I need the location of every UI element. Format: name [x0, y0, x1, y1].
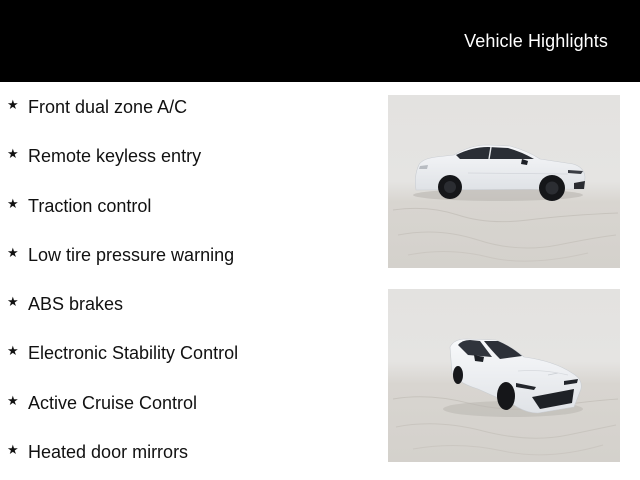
star-icon: ★ [7, 147, 19, 163]
feature-label: Electronic Stability Control [28, 343, 239, 364]
star-icon: ★ [7, 393, 19, 409]
star-icon: ★ [7, 196, 19, 212]
feature-label: Front dual zone A/C [28, 97, 188, 117]
star-icon: ★ [7, 245, 19, 261]
feature-label: Remote keyless entry [28, 146, 202, 167]
vehicle-photo-side [388, 95, 620, 268]
feature-label: ABS brakes [28, 294, 124, 315]
page-title: Vehicle Highlights [464, 31, 608, 51]
vehicle-photo-front [388, 289, 620, 462]
car-front-illustration [388, 289, 620, 462]
feature-label: Active Cruise Control [28, 392, 198, 413]
star-icon: ★ [7, 98, 19, 113]
star-icon: ★ [7, 295, 19, 311]
feature-label: Traction control [28, 195, 152, 216]
star-icon: ★ [7, 344, 19, 360]
header-bar [0, 0, 640, 82]
feature-label: Heated door mirrors [28, 442, 189, 463]
feature-label: Low tire pressure warning [28, 244, 235, 265]
car-side-illustration [388, 95, 620, 268]
star-icon: ★ [7, 443, 19, 459]
